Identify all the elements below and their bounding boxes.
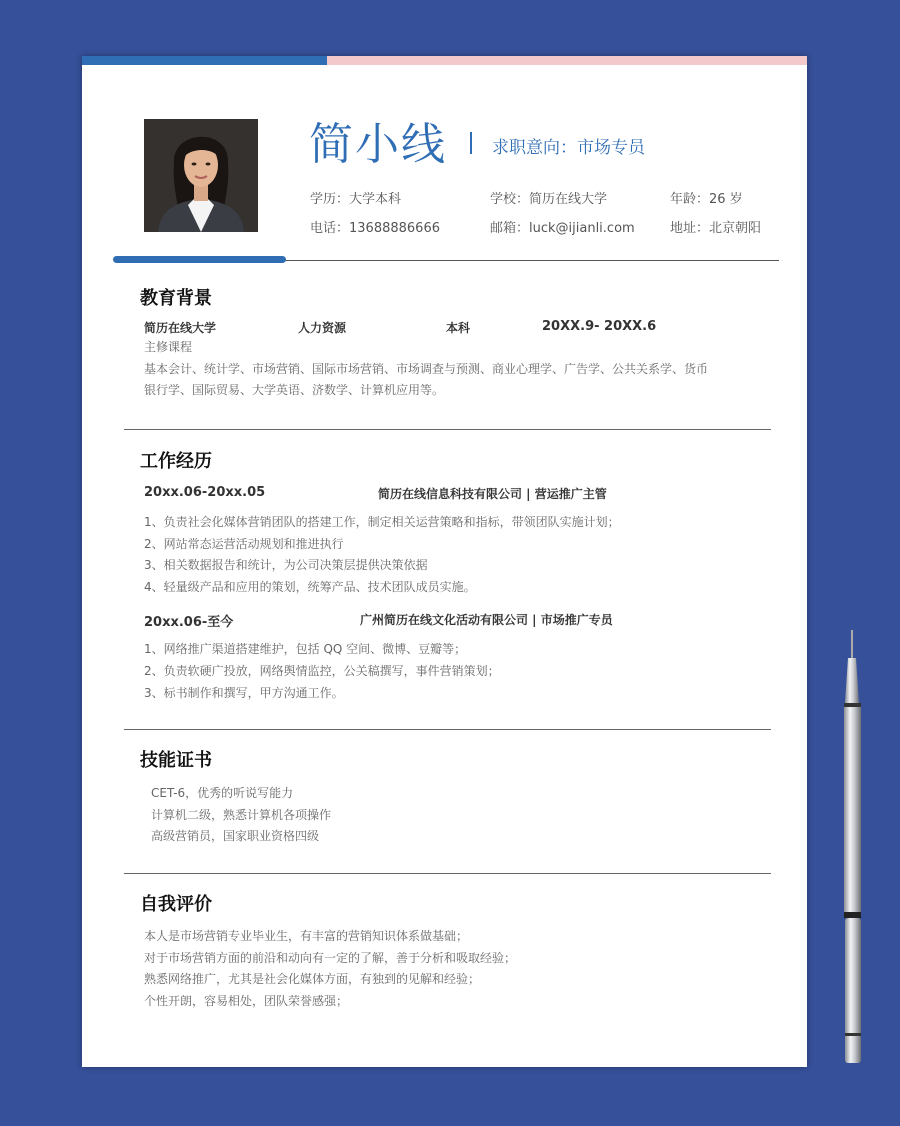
edu-courses-line-1: 基本会计、统计学、市场营销、国际市场营销、市场调查与预测、商业心理学、广告学、公共关系学、货币: [144, 362, 709, 376]
job-2-duty-1: 1、网络推广渠道搭建维护，包括 QQ 空间、微博、豆瓣等；: [144, 642, 467, 656]
info-phone: 电话：13688886666: [310, 221, 440, 236]
self-line-4: 个性开朗，容易相处，团队荣誉感强；: [144, 994, 349, 1008]
section-divider: [124, 873, 771, 874]
job-1-duty-3: 3、相关数据报告和统计，为公司决策层提供决策依据: [144, 558, 428, 572]
candidate-name: 简小线: [309, 119, 447, 170]
info-address: 地址：北京朝阳: [670, 221, 762, 236]
section-title-skills: 技能证书: [140, 750, 212, 771]
resume-paper: [82, 56, 807, 1067]
section-title-education: 教育背景: [140, 288, 212, 309]
job-1-company: 简历在线信息科技有限公司 | 营运推广主管: [378, 487, 607, 501]
job-1-duty-2: 2、网站常态运营活动规划和推进执行: [144, 537, 344, 551]
job-2-duty-2: 2、负责软硬广投放，网络舆情监控，公关稿撰写，事件营销策划；: [144, 664, 500, 678]
job-1-duty-4: 4、轻量级产品和应用的策划，统筹产品、技术团队成员实施。: [144, 580, 476, 594]
section-divider: [124, 729, 771, 730]
job-2-duty-3: 3、标书制作和撰写，甲方沟通工作。: [144, 686, 344, 700]
edu-degree: 本科: [446, 321, 471, 335]
self-line-3: 熟悉网络推广，尤其是社会化媒体方面，有独到的见解和经验；: [144, 972, 481, 986]
job-1-period: 20xx.06-20xx.05: [144, 485, 266, 500]
pen-icon: [842, 628, 872, 1068]
edu-school: 简历在线大学: [144, 321, 217, 335]
skill-item-3: 高级营销员，国家职业资格四级: [151, 829, 320, 843]
top-accent-bar: [82, 56, 327, 65]
job-2-period: 20xx.06-至今: [144, 615, 234, 630]
skill-item-1: CET-6，优秀的听说写能力: [151, 786, 294, 800]
person-photo-icon: [144, 119, 258, 232]
section-title-self: 自我评价: [140, 894, 212, 915]
info-education: 学历：大学本科: [310, 192, 402, 207]
job-1-duty-1: 1、负责社会化媒体营销团队的搭建工作，制定相关运营策略和指标，带领团队实施计划；: [144, 515, 620, 529]
job-2-company: 广州简历在线文化活动有限公司 | 市场推广专员: [360, 613, 613, 627]
job-intent: 求职意向：市场专员: [492, 138, 645, 158]
header-divider-accent: [113, 256, 286, 263]
skill-item-2: 计算机二级，熟悉计算机各项操作: [151, 808, 332, 822]
info-email: 邮箱：luck@ijianli.com: [490, 221, 635, 236]
edu-major: 人力资源: [298, 321, 347, 335]
section-title-work: 工作经历: [140, 451, 212, 472]
top-pink-bar: [327, 56, 807, 65]
name-separator: [470, 132, 472, 154]
self-line-2: 对于市场营销方面的前沿和动向有一定的了解，善于分析和吸取经验；: [144, 951, 517, 965]
edu-period: 20XX.9- 20XX.6: [542, 319, 657, 334]
info-school: 学校：简历在线大学: [490, 192, 608, 207]
section-divider: [124, 429, 771, 430]
info-age: 年龄：26 岁: [670, 192, 743, 207]
edu-courses-line-2: 银行学、国际贸易、大学英语、济数学、计算机应用等。: [144, 383, 445, 397]
self-line-1: 本人是市场营销专业毕业生，有丰富的营销知识体系做基础；: [144, 929, 469, 943]
edu-courses-label: 主修课程: [144, 340, 193, 354]
